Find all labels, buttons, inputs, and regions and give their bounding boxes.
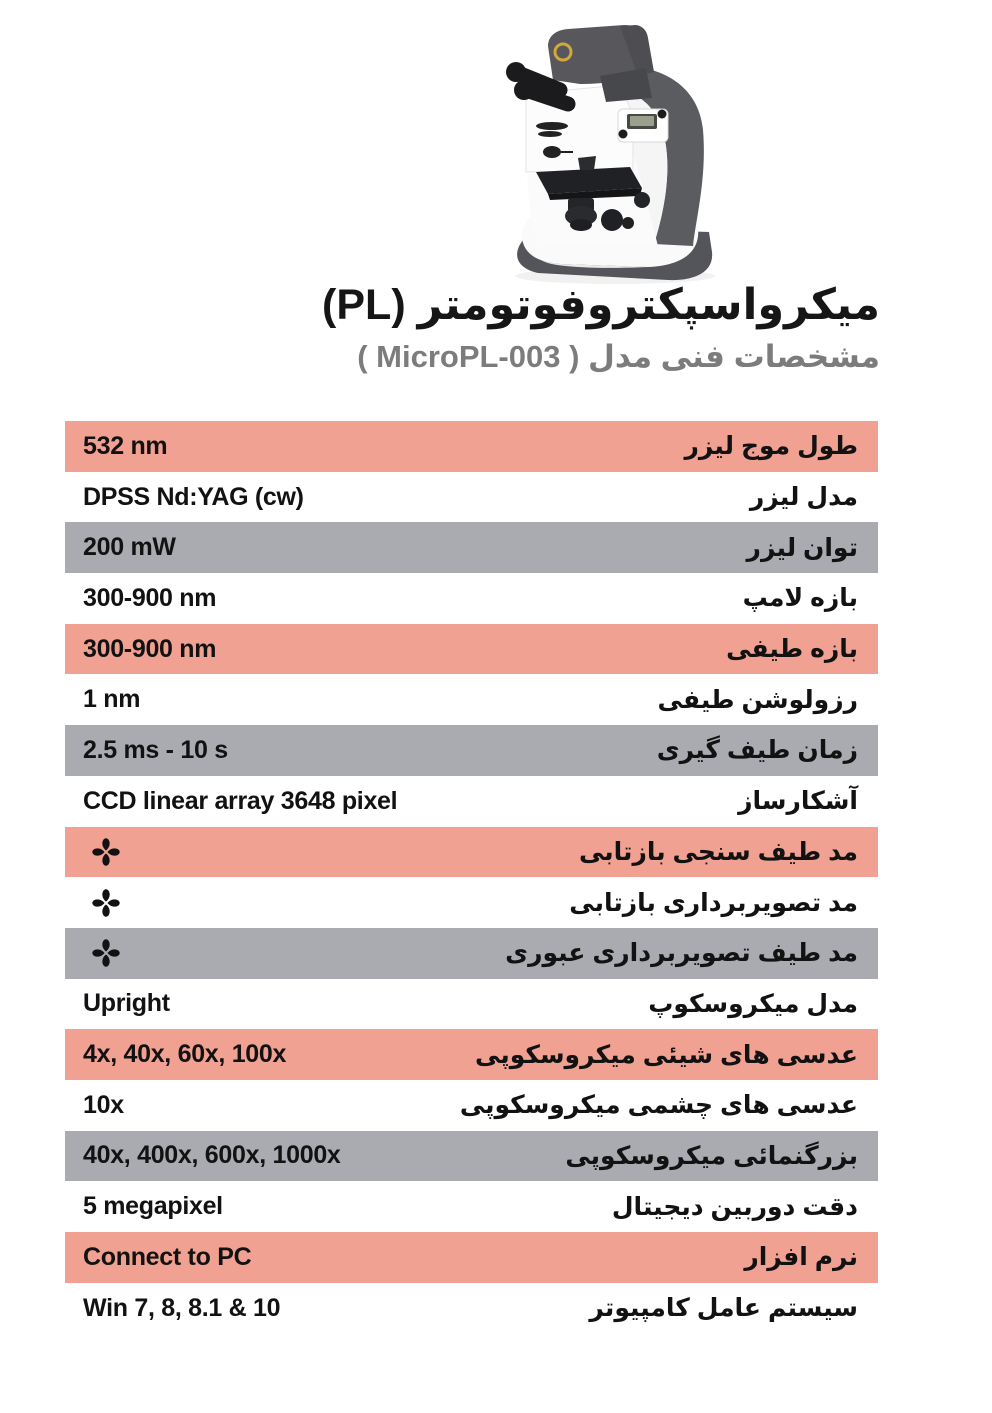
row-value	[65, 1294, 280, 1323]
row-value	[65, 584, 216, 613]
row-label: زمان طیف گیری	[656, 736, 858, 765]
row-value	[65, 888, 121, 918]
row-value	[65, 685, 140, 714]
row-label: نرم افزار	[744, 1243, 858, 1272]
row-label: رزولوشن طیفی	[657, 685, 858, 714]
row-value	[65, 1243, 251, 1272]
row-label: مدل میکروسکوپ	[648, 989, 858, 1018]
row-label: طول موج لیزر	[684, 432, 858, 461]
table-row	[65, 877, 878, 928]
table-row	[65, 1131, 878, 1182]
row-label: توان لیزر	[746, 533, 858, 562]
row-label: عدسی های شیئی میکروسکوپی	[475, 1040, 858, 1069]
table-row	[65, 776, 878, 827]
row-value	[65, 787, 397, 816]
four-petal-asterisk-icon	[91, 888, 121, 918]
row-value-text: 10x	[83, 1090, 124, 1119]
table-row	[65, 674, 878, 725]
row-value-text: 40x, 400x, 600x, 1000x	[83, 1141, 341, 1170]
table-row	[65, 725, 878, 776]
row-value-text: Connect to PC	[83, 1242, 252, 1271]
row-label: آشکارساز	[738, 787, 858, 816]
row-value-text: CCD linear array 3648 pixel	[83, 786, 398, 815]
row-value	[65, 938, 121, 968]
table-row	[65, 1029, 878, 1080]
row-value	[65, 1141, 341, 1170]
page-header	[322, 280, 880, 375]
row-label: مد طیف سنجی بازتابی	[578, 837, 858, 866]
row-value	[65, 736, 228, 765]
page-subtitle: مشخصات فنی مدل ( MicroPL-003 )	[357, 338, 880, 374]
table-row	[65, 1232, 878, 1283]
table-row	[65, 979, 878, 1030]
row-label: سیستم عامل کامپیوتر	[589, 1294, 858, 1323]
table-row	[65, 573, 878, 624]
row-value	[65, 1091, 124, 1120]
table-row	[65, 1080, 878, 1131]
row-value-text: 5 megapixel	[83, 1192, 223, 1221]
four-petal-asterisk-icon	[91, 938, 121, 968]
row-label: مد تصویربرداری بازتابی	[569, 888, 858, 917]
row-value	[65, 1192, 223, 1221]
row-value	[65, 635, 216, 664]
row-value-text: 2.5 ms - 10 s	[83, 735, 228, 764]
row-value-text: 300-900 nm	[83, 634, 217, 663]
row-value-text: 4x, 40x, 60x, 100x	[83, 1040, 287, 1069]
row-value-text: DPSS Nd:YAG (cw)	[83, 482, 304, 511]
row-value-text: 300-900 nm	[83, 583, 217, 612]
table-row	[65, 1283, 878, 1334]
table-row	[65, 1181, 878, 1232]
row-value	[65, 432, 167, 461]
table-row	[65, 472, 878, 523]
row-value-text: Win 7, 8, 8.1 & 10	[83, 1293, 281, 1322]
table-row	[65, 624, 878, 675]
table-row	[65, 928, 878, 979]
row-value	[65, 837, 121, 867]
row-value-text: Upright	[83, 989, 170, 1018]
row-value-text: 1 nm	[83, 685, 141, 714]
row-value	[65, 483, 304, 512]
table-row	[65, 421, 878, 472]
microscope-image	[460, 10, 780, 290]
row-label: بازه لامپ	[742, 584, 858, 613]
page-title: میکرواسپکتروفوتومتر (PL)	[322, 281, 880, 329]
row-label: مدل لیزر	[749, 483, 858, 512]
row-value-text: 200 mW	[83, 533, 176, 562]
table-row	[65, 827, 878, 878]
spec-table	[65, 421, 878, 1333]
four-petal-asterisk-icon	[91, 837, 121, 867]
row-label: عدسی های چشمی میکروسکوپی	[459, 1091, 858, 1120]
row-label: بزرگنمائی میکروسکوپی	[565, 1141, 858, 1170]
table-row	[65, 522, 878, 573]
row-label: دقت دوربین دیجیتال	[611, 1192, 858, 1221]
row-value-text: 532 nm	[83, 431, 168, 460]
row-value	[65, 533, 176, 562]
row-label: مد طیف تصویربرداری عبوری	[505, 939, 858, 968]
row-value	[65, 1040, 286, 1069]
row-value	[65, 989, 170, 1018]
row-label: بازه طیفی	[726, 635, 858, 664]
